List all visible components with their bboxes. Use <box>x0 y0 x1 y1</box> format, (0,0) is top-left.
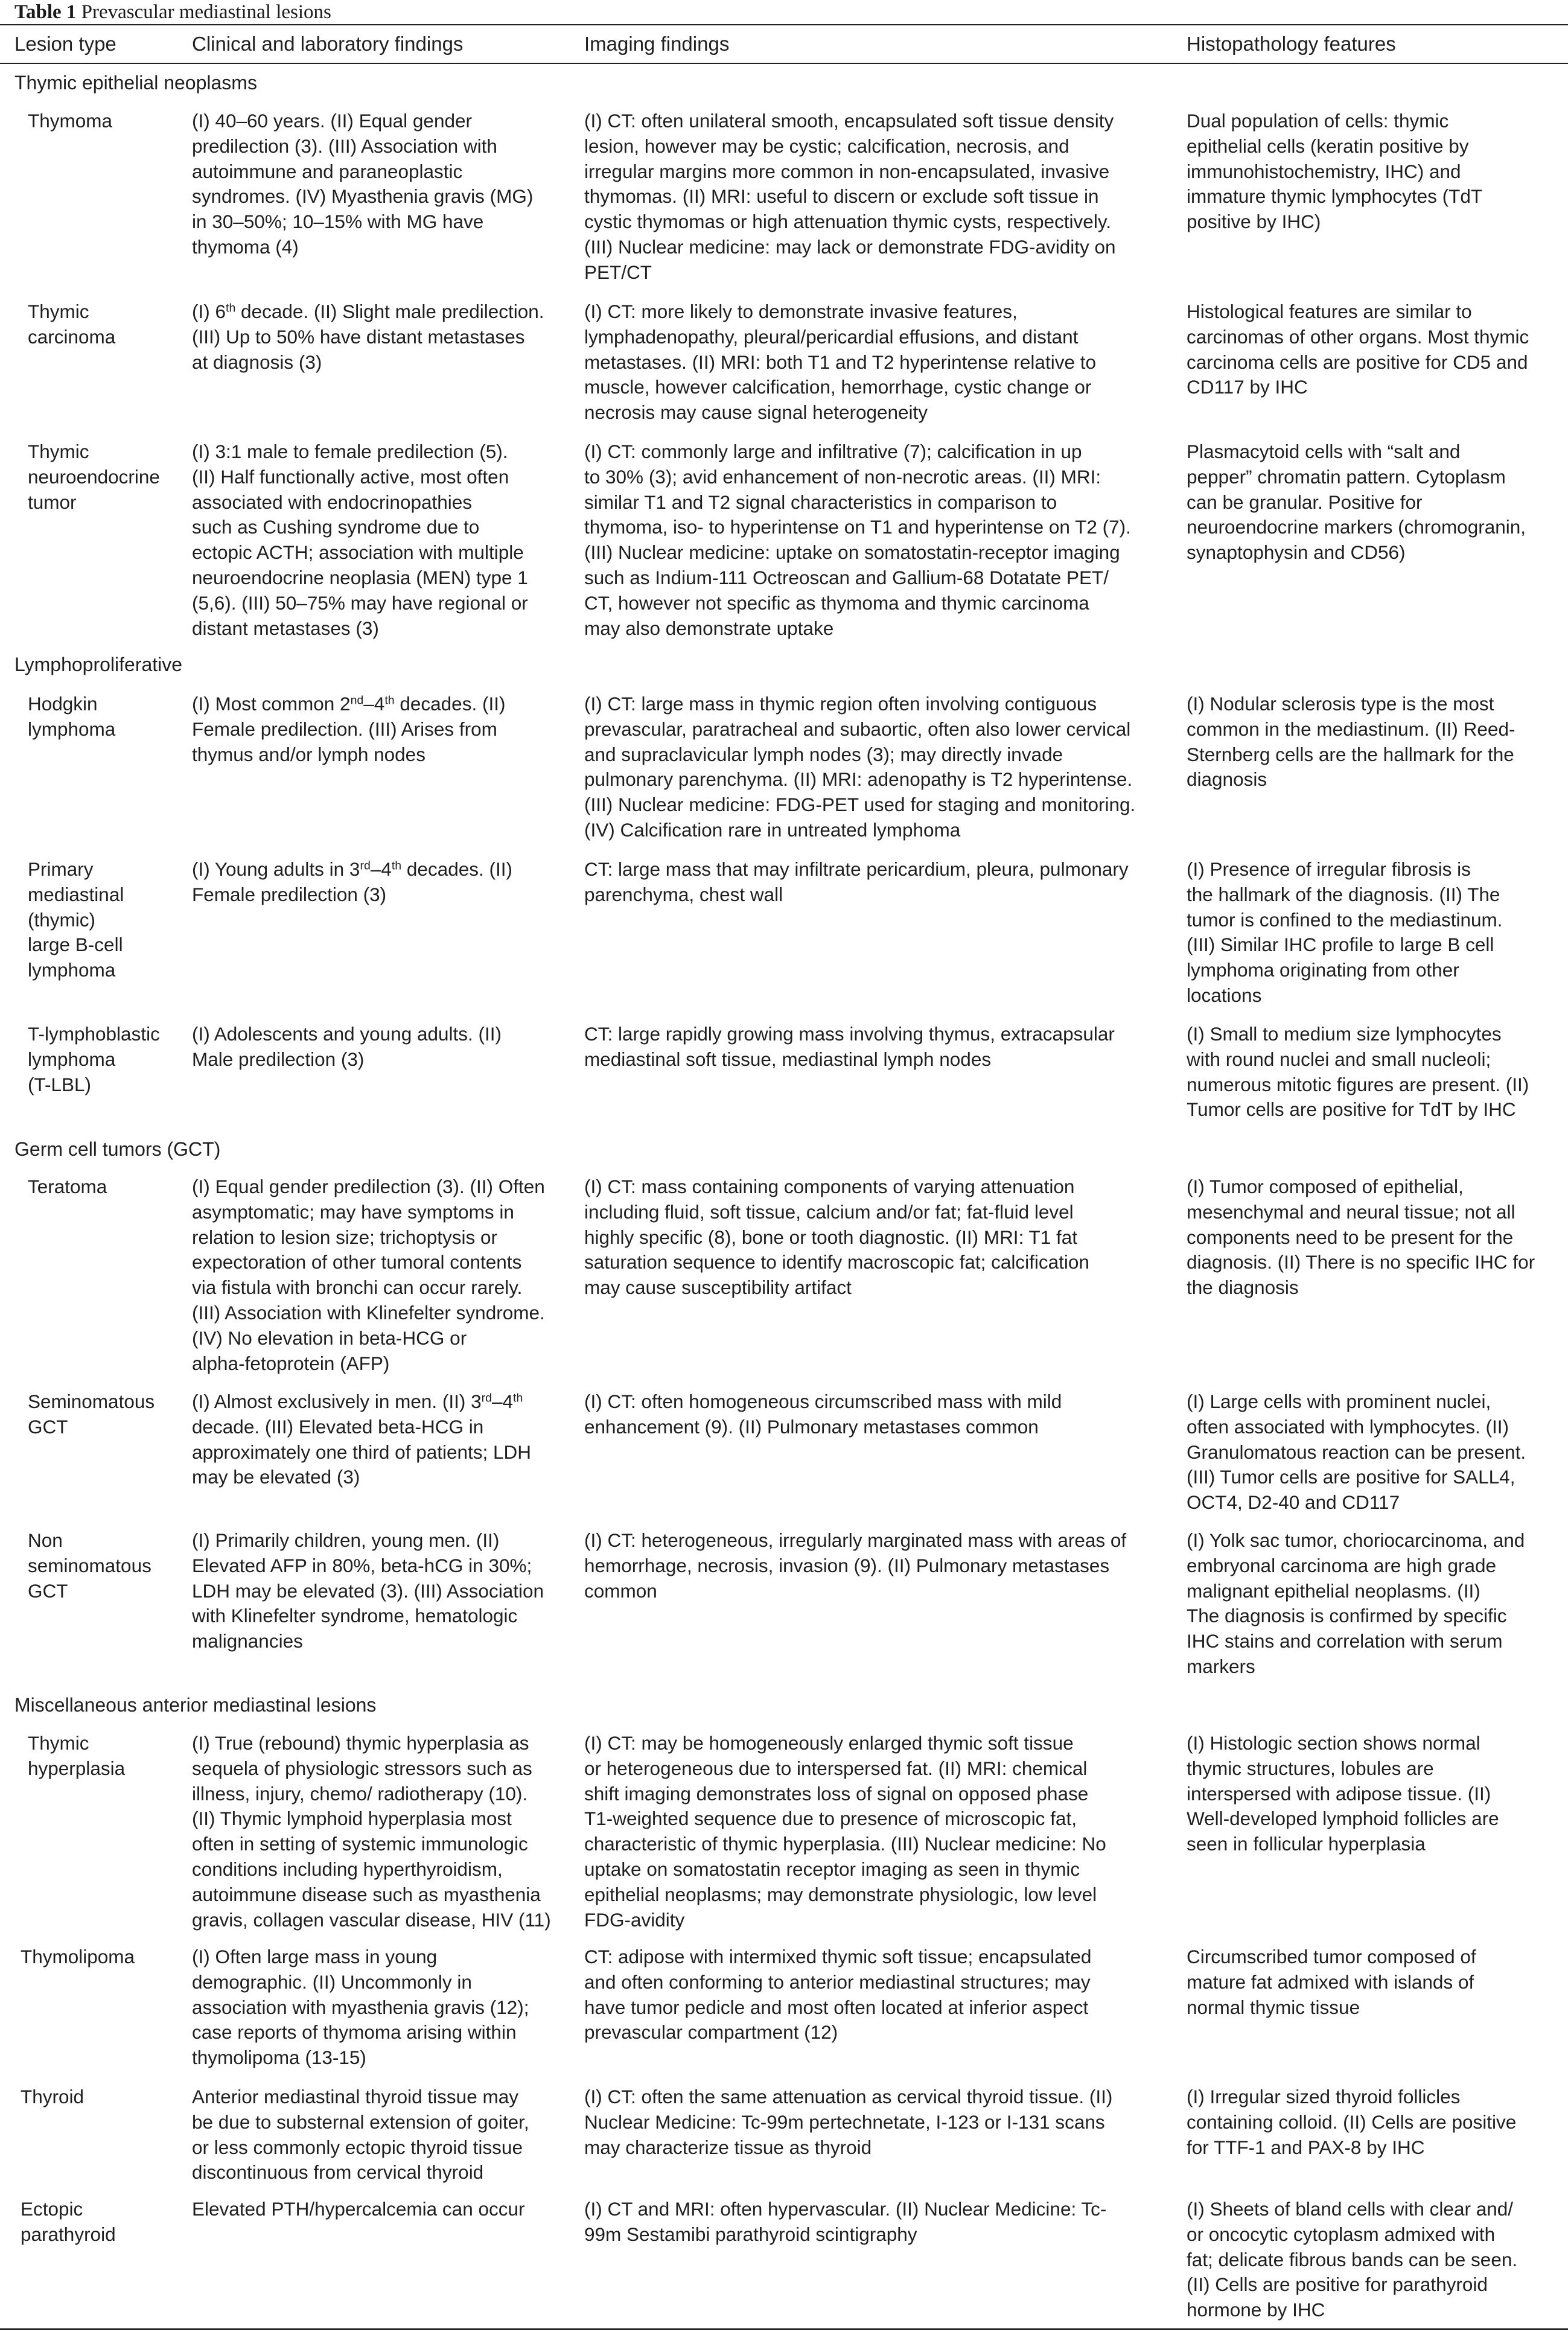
row-clinical: (I) Often large mass in young demographic. (II) Uncommonly in association with myasthenia gravis (12); case reports of thymoma arising within thymolipoma (13-15) <box>192 1946 529 2069</box>
row-clinical: (I) Almost exclusively in men. (II) 3rd–4th decade. (III) Elevated beta-HCG in approximately one third of patients; LDH may be elevated (3) <box>192 1391 532 1488</box>
row-clinical: (I) 3:1 male to female predilection (5). (II) Half functionally active, most often associated with endocrinopathies such as Cushing syndrome due to ectopic ACTH; association with multiple neuroendocrine neoplasia (MEN) type 1 (5,6). (III) 50–75% may have regional or distant metastases (3) <box>192 441 528 639</box>
row-clinical: (I) 6th decade. (II) Slight male predilection. (III) Up to 50% have distant metastases at diagnosis (3) <box>192 301 544 373</box>
table-top-rule <box>0 24 1568 25</box>
row-histopathology: (I) Small to medium size lymphocytes with round nuclei and small nucleoli; numerous mitotic figures are present. (II) Tumor cells are positive for TdT by IHC <box>1187 1023 1529 1121</box>
row-histopathology: Circumscribed tumor composed of mature fat admixed with islands of normal thymic tissue <box>1187 1946 1476 2018</box>
header-histopathology: Histopathology features <box>1187 33 1396 55</box>
row-imaging: (I) CT: often unilateral smooth, encapsulated soft tissue density lesion, however may be cystic; calcification, necrosis, and irregular margins more common in non-encapsulated, invasive thymomas. (II) MRI: useful to discern or exclude soft tissue in cystic thymomas or high attenuation thymic cysts, respectively. (III) Nuclear medicine: may lack or demonstrate FDG-avidity on PET/CT <box>584 110 1116 283</box>
row-imaging: (I) CT: commonly large and infiltrative (7); calcification in up to 30% (3); avid enhancement of non-necrotic areas. (II) MRI: similar T1 and T2 signal characteristics in comparison to thymoma, iso- to hyperintense on T1 and hyperintense on T2 (7). (III) Nuclear medicine: uptake on somatostatin-receptor imaging such as Indium-111 Octreoscan and Gallium-68 Dotatate PET/ CT, however not specific as thymoma and thymic carcinoma may also demonstrate uptake <box>584 441 1131 639</box>
row-lesion-type: Thymic neuroendocrine tumor <box>28 441 160 513</box>
row-lesion-type: Thyroid <box>21 2086 84 2107</box>
row-imaging: (I) CT: large mass in thymic region often involving contiguous prevascular, paratracheal and subaortic, often also lower cervical and supraclavicular lymph nodes (3); may directly invade pulmonary parenchyma. (II) MRI: adenopathy is T2 hyperintense. (III) Nuclear medicine: FDG-PET used for staging and monitoring. (IV) Calcification rare in untreated lymphoma <box>584 693 1136 841</box>
row-lesion-type: Thymic hyperplasia <box>28 1732 126 1779</box>
table-caption-title: Prevascular mediastinal lesions <box>81 1 331 23</box>
row-clinical: (I) Equal gender predilection (3). (II) Often asymptomatic; may have symptoms in relation to lesion size; trichoptysis or expectoration of other tumoral contents via fistula with bronchi can occur rarely. (III) Association with Klinefelter syndrome. (IV) No elevation in beta-HCG or alpha-fetoprotein (AFP) <box>192 1176 545 1374</box>
row-lesion-type: Teratoma <box>28 1176 107 1197</box>
table-bottom-rule <box>0 2328 1568 2330</box>
row-histopathology: (I) Nodular sclerosis type is the most common in the mediastinum. (II) Reed- Sternberg cells are the hallmark for the diagnosis <box>1187 693 1515 791</box>
row-clinical: (I) Primarily children, young men. (II) Elevated AFP in 80%, beta-hCG in 30%; LDH may be elevated (3). (III) Association with Klinefelter syndrome, hematologic malignancies <box>192 1529 544 1652</box>
row-clinical: (I) 40–60 years. (II) Equal gender predilection (3). (III) Association with autoimmune and paraneoplastic syndromes. (IV) Myasthenia gravis (MG) in 30–50%; 10–15% with MG have thymoma (4) <box>192 110 534 258</box>
row-lesion-type: Non seminomatous GCT <box>28 1529 151 1602</box>
row-lesion-type: Hodgkin lymphoma <box>28 693 116 740</box>
row-clinical: (I) Young adults in 3rd–4th decades. (II) Female predilection (3) <box>192 858 512 905</box>
table-caption-label: Table 1 <box>14 1 77 23</box>
row-lesion-type: Primary mediastinal (thymic) large B-cell lymphoma <box>28 858 124 981</box>
header-lesion-type: Lesion type <box>14 33 116 55</box>
row-imaging: CT: adipose with intermixed thymic soft tissue; encapsulated and often conforming to anterior mediastinal structures; may have tumor pedicle and most often located at inferior aspect prevascular compartment (12) <box>584 1946 1092 2044</box>
row-histopathology: Plasmacytoid cells with “salt and pepper” chromatin pattern. Cytoplasm can be granular. Positive for neuroendocrine markers (chromogranin, synaptophysin and CD56) <box>1187 441 1526 564</box>
row-histopathology: (I) Sheets of bland cells with clear and/ or oncocytic cytoplasm admixed with fat; delicate fibrous bands can be seen. (II) Cells are positive for parathyroid hormone by IHC <box>1187 2198 1518 2321</box>
header-imaging: Imaging findings <box>584 33 730 55</box>
row-histopathology: Dual population of cells: thymic epithelial cells (keratin positive by immunohistochemistry, IHC) and immature thymic lymphocytes (TdT positive by IHC) <box>1187 110 1483 233</box>
row-histopathology: (I) Irregular sized thyroid follicles containing colloid. (II) Cells are positive for TTF-1 and PAX-8 by IHC <box>1187 2086 1517 2158</box>
row-clinical: Elevated PTH/hypercalcemia can occur <box>192 2198 525 2220</box>
row-clinical: (I) True (rebound) thymic hyperplasia as sequela of physiologic stressors such as illness, injury, chemo/ radiotherapy (10). (II) Thymic lymphoid hyperplasia most often in setting of systemic immunologic conditions including hyperthyroidism, autoimmune disease such as myasthenia gravis, collagen vascular disease, HIV (11) <box>192 1732 551 1931</box>
row-imaging: (I) CT: may be homogeneously enlarged thymic soft tissue or heterogeneous due to interspersed fat. (II) MRI: chemical shift imaging demonstrates loss of signal on opposed phase T1-weighted sequence due to presence of microscopic fat, characteristic of thymic hyperplasia. (III) Nuclear medicine: No uptake on somatostatin receptor imaging as seen in thymic epithelial neoplasms; may demonstrate physiologic, low level FDG-avidity <box>584 1732 1106 1931</box>
row-lesion-type: Thymic carcinoma <box>28 301 116 348</box>
row-imaging: (I) CT: often homogeneous circumscribed mass with mild enhancement (9). (II) Pulmonary metastases common <box>584 1391 1062 1438</box>
row-imaging: (I) CT: more likely to demonstrate invasive features, lymphadenopathy, pleural/pericardial effusions, and distant metastases. (II) MRI: both T1 and T2 hyperintense relative to muscle, however calcification, hemorrhage, cystic change or necrosis may cause signal heterogeneity <box>584 301 1096 424</box>
row-histopathology: (I) Histologic section shows normal thymic structures, lobules are interspersed with adipose tissue. (II) Well-developed lymphoid follicles are seen in follicular hyperplasia <box>1187 1732 1499 1855</box>
row-clinical: Anterior mediastinal thyroid tissue may be due to substernal extension of goiter, or less commonly ectopic thyroid tissue discontinuous from cervical thyroid <box>192 2086 529 2184</box>
section-title: Miscellaneous anterior mediastinal lesions <box>14 1694 377 1716</box>
section-title: Germ cell tumors (GCT) <box>14 1138 221 1160</box>
row-histopathology: (I) Large cells with prominent nuclei, often associated with lymphocytes. (II) Granulomatous reaction can be present. (III) Tumor cells are positive for SALL4, OCT4, D2-40 and CD117 <box>1187 1391 1526 1514</box>
row-imaging: CT: large rapidly growing mass involving thymus, extracapsular mediastinal soft tissue, mediastinal lymph nodes <box>584 1023 1115 1070</box>
row-histopathology: Histological features are similar to carcinomas of other organs. Most thymic carcinoma cells are positive for CD5 and CD117 by IHC <box>1187 301 1529 398</box>
row-lesion-type: Ectopic parathyroid <box>21 2198 116 2245</box>
row-imaging: (I) CT: mass containing components of varying attenuation including fluid, soft tissue, calcium and/or fat; fat-fluid level highly specific (8), bone or tooth diagnostic. (II) MRI: T1 fat saturation sequence to identify macroscopic fat; calcification may cause susceptibility artifact <box>584 1176 1089 1299</box>
row-clinical: (I) Adolescents and young adults. (II) Male predilection (3) <box>192 1023 502 1070</box>
row-lesion-type: Thymoma <box>28 110 113 132</box>
row-lesion-type: T-lymphoblastic lymphoma (T-LBL) <box>28 1023 160 1095</box>
row-histopathology: (I) Yolk sac tumor, choriocarcinoma, and embryonal carcinoma are high grade malignant epithelial neoplasms. (II) The diagnosis is confirmed by specific IHC stains and correlation with serum markers <box>1187 1529 1525 1677</box>
row-imaging: (I) CT: heterogeneous, irregularly marginated mass with areas of hemorrhage, necrosis, invasion (9). (II) Pulmonary metastases common <box>584 1529 1127 1602</box>
header-clinical: Clinical and laboratory findings <box>192 33 464 55</box>
table-caption <box>14 0 331 24</box>
row-imaging: (I) CT: often the same attenuation as cervical thyroid tissue. (II) Nuclear Medicine: Tc-99m pertechnetate, I-123 or I-131 scans may characterize tissue as thyroid <box>584 2086 1113 2158</box>
row-clinical: (I) Most common 2nd–4th decades. (II) Female predilection. (III) Arises from thymus and/or lymph nodes <box>192 693 506 765</box>
row-histopathology: (I) Presence of irregular fibrosis is the hallmark of the diagnosis. (II) The tumor is confined to the mediastinum. (III) Similar IHC profile to large B cell lymphoma originating from other locations <box>1187 858 1503 1006</box>
row-lesion-type: Seminomatous GCT <box>28 1391 155 1438</box>
row-imaging: (I) CT and MRI: often hypervascular. (II) Nuclear Medicine: Tc- 99m Sestamibi parathyroid scintigraphy <box>584 2198 1107 2245</box>
section-title: Thymic epithelial neoplasms <box>14 72 257 94</box>
table-header-rule <box>0 63 1568 64</box>
row-lesion-type: Thymolipoma <box>21 1946 135 1967</box>
row-imaging: CT: large mass that may infiltrate pericardium, pleura, pulmonary parenchyma, chest wall <box>584 858 1129 905</box>
section-title: Lymphoproliferative <box>14 654 183 675</box>
row-histopathology: (I) Tumor composed of epithelial, mesenchymal and neural tissue; not all components need to be present for the diagnosis. (II) There is no specific IHC for the diagnosis <box>1187 1176 1535 1299</box>
